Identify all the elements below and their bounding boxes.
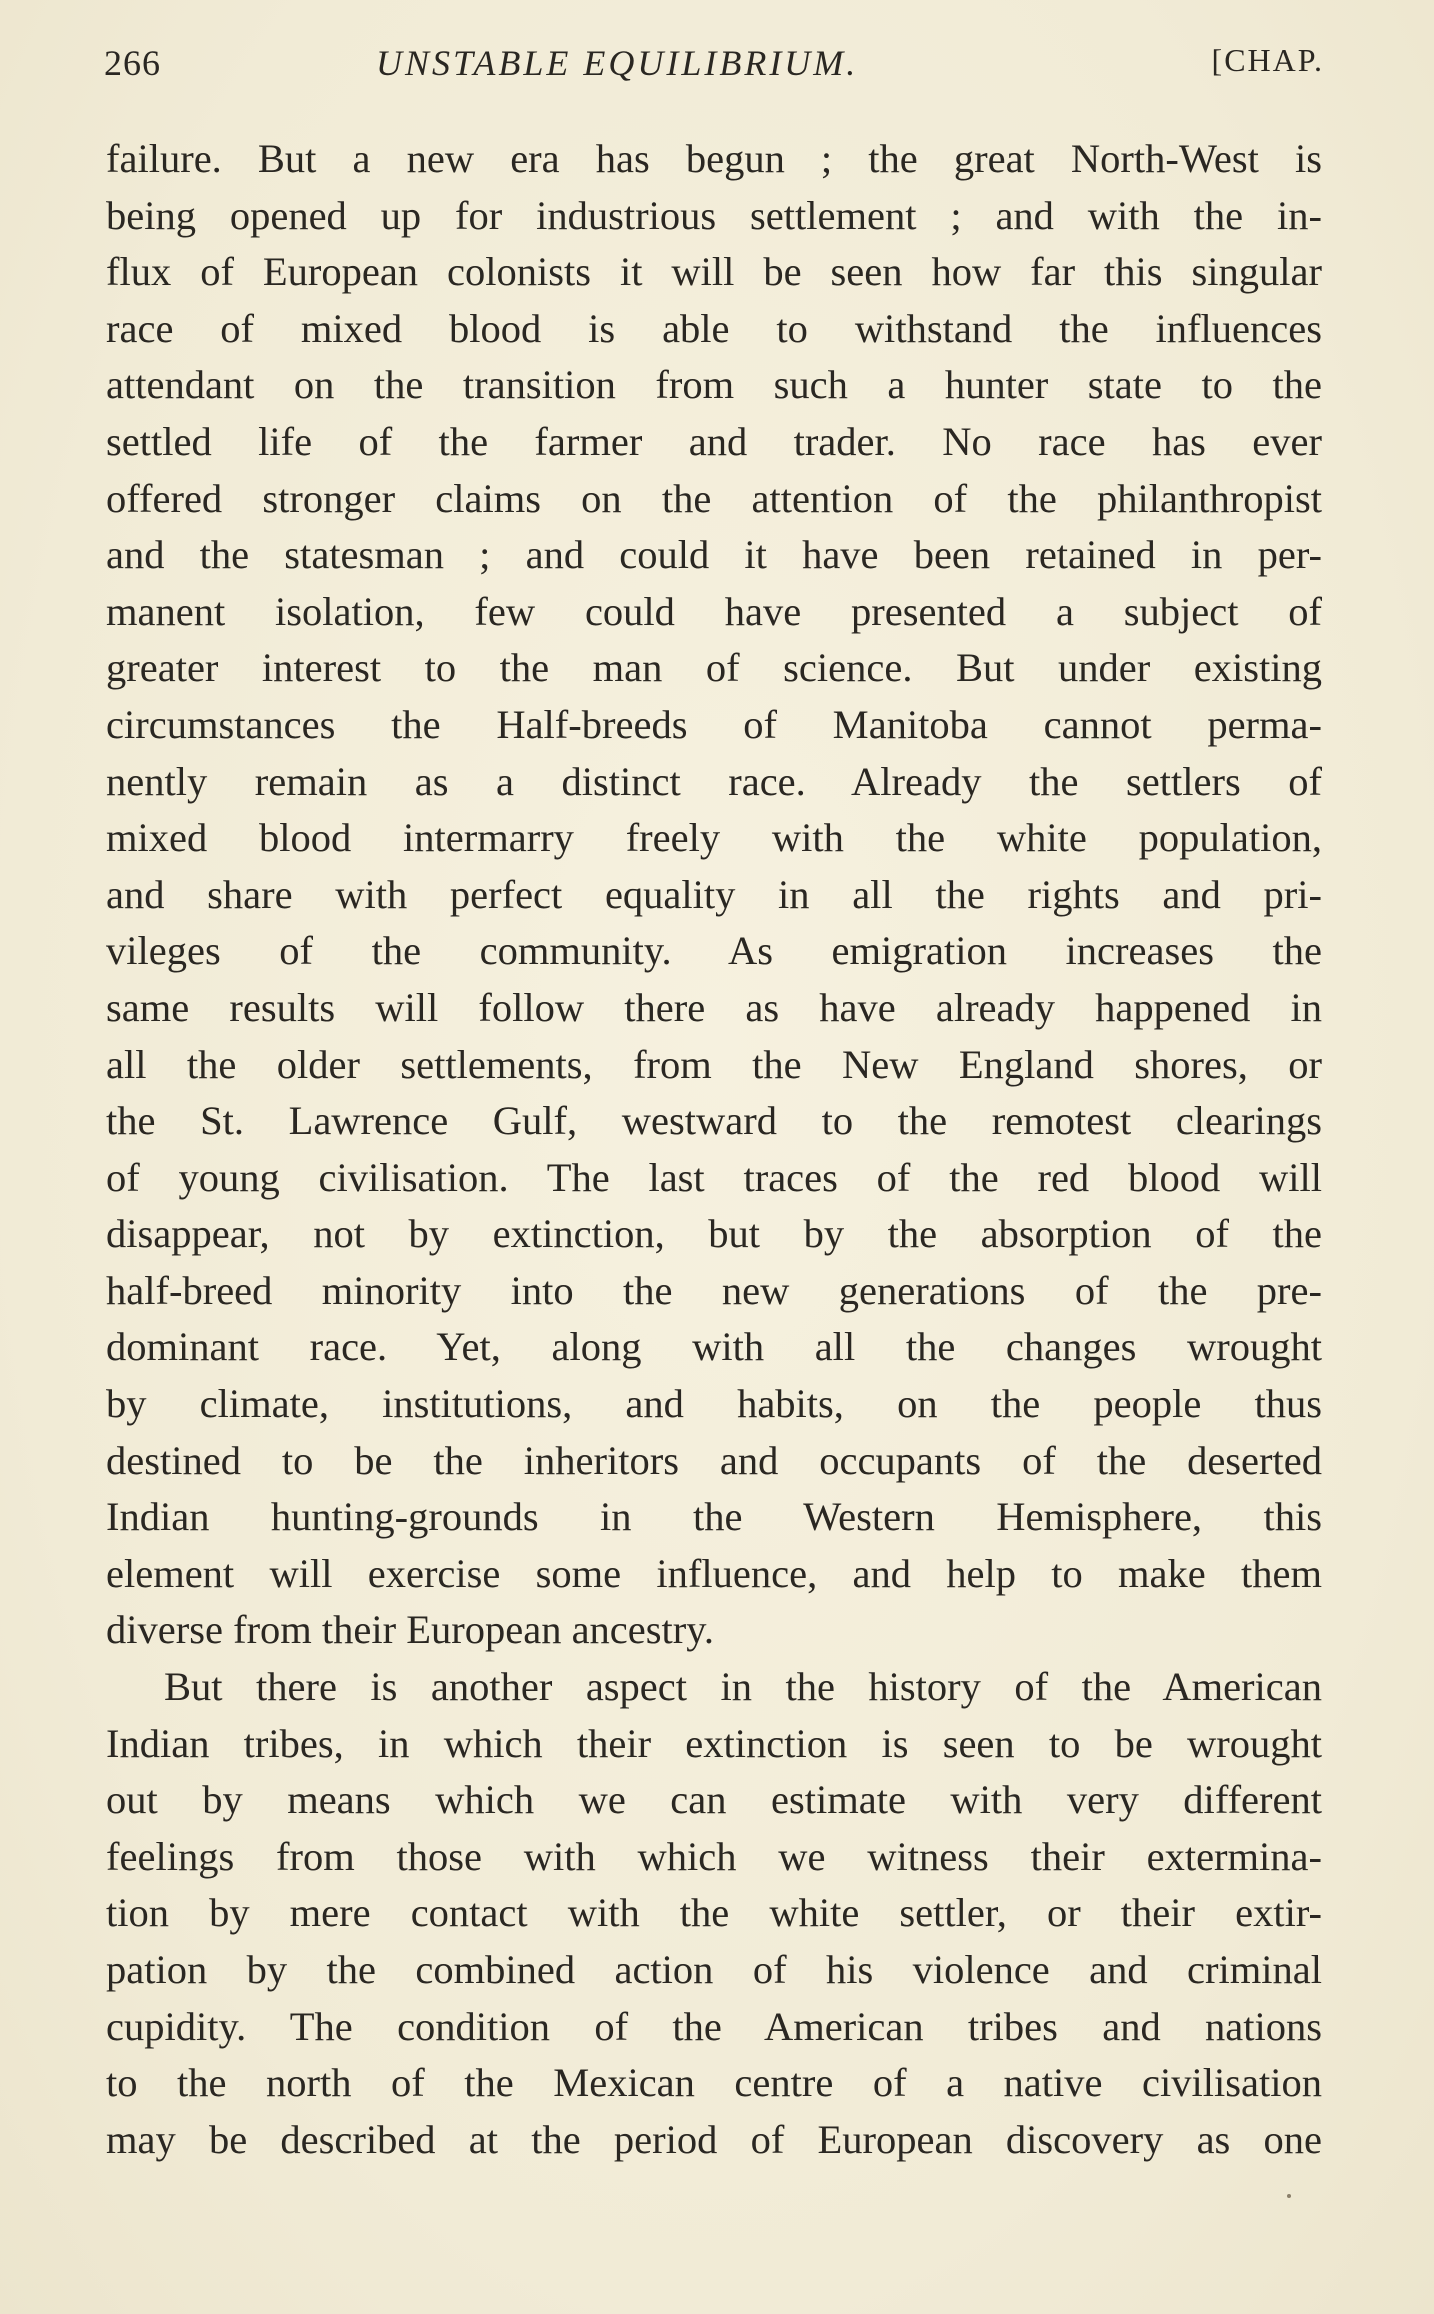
text-line: race of mixed blood is able to withstand the influences <box>106 305 1322 351</box>
paragraph-start-line: But there is another aspect in the history of the American <box>164 1664 1322 1710</box>
text-line: and share with perfect equality in all the rights and pri- <box>106 871 1322 917</box>
text-line: feelings from those with which we witness their extermina- <box>106 1833 1322 1879</box>
text-line: nently remain as a distinct race. Already the settlers of <box>106 758 1322 804</box>
text-line: out by means which we can estimate with very different <box>106 1777 1322 1823</box>
chapter-marker: [CHAP. <box>1211 42 1324 78</box>
text-line: Indian tribes, in which their extinction is seen to be wrought <box>106 1720 1322 1766</box>
running-head <box>104 42 1324 102</box>
text-line: offered stronger claims on the attention of the philanthropist <box>106 475 1322 521</box>
text-line: all the older settlements, from the New England shores, or <box>106 1041 1322 1087</box>
text-line: by climate, institutions, and habits, on the people thus <box>106 1381 1322 1427</box>
body-text <box>106 131 1322 2168</box>
text-line: mixed blood intermarry freely with the white population, <box>106 815 1322 861</box>
text-line: cupidity. The condition of the American tribes and nations <box>106 2003 1322 2049</box>
text-line: vileges of the community. As emigration increases the <box>106 928 1322 974</box>
text-line: failure. But a new era has begun ; the great North-West is <box>106 136 1322 181</box>
text-line: pation by the combined action of his violence and criminal <box>106 1947 1322 1992</box>
text-line: destined to be the inheritors and occupants of the deserted <box>106 1437 1322 1483</box>
text-line: same results will follow there as have already happened in <box>106 984 1322 1030</box>
text-line: Indian hunting-grounds in the Western Hemisphere, this <box>106 1494 1322 1540</box>
running-title: UNSTABLE EQUILIBRIUM. <box>376 43 859 83</box>
text-line: of young civilisation. The last traces of the red blood will <box>106 1154 1322 1200</box>
paper-speck <box>1287 2194 1291 2198</box>
text-line: and the statesman ; and could it have been retained in per- <box>106 532 1322 578</box>
page-number: 266 <box>104 43 161 83</box>
paragraph-end-line: diverse from their European ancestry. <box>106 1607 714 1653</box>
text-line: tion by mere contact with the white settler, or their extir- <box>106 1890 1322 1936</box>
text-line: element will exercise some influence, and help to make them <box>106 1550 1322 1596</box>
text-line: circumstances the Half-breeds of Manitoba cannot perma- <box>106 701 1322 747</box>
text-line: may be described at the period of European discovery as one <box>106 2116 1322 2162</box>
text-line: to the north of the Mexican centre of a native civilisation <box>106 2060 1322 2106</box>
text-line: being opened up for industrious settlement ; and with the in- <box>106 192 1322 238</box>
text-line: dominant race. Yet, along with all the changes wrought <box>106 1324 1322 1370</box>
text-line: greater interest to the man of science. But under existing <box>106 645 1322 691</box>
text-line: disappear, not by extinction, but by the absorption of the <box>106 1211 1322 1257</box>
text-line: the St. Lawrence Gulf, westward to the remotest clearings <box>106 1098 1322 1144</box>
text-line: settled life of the farmer and trader. No race has ever <box>106 418 1322 464</box>
text-line: half-breed minority into the new generations of the pre- <box>106 1267 1322 1313</box>
text-line: manent isolation, few could have presented a subject of <box>106 588 1322 634</box>
text-line: attendant on the transition from such a hunter state to the <box>106 362 1322 408</box>
text-line: flux of European colonists it will be seen how far this singular <box>106 249 1322 295</box>
